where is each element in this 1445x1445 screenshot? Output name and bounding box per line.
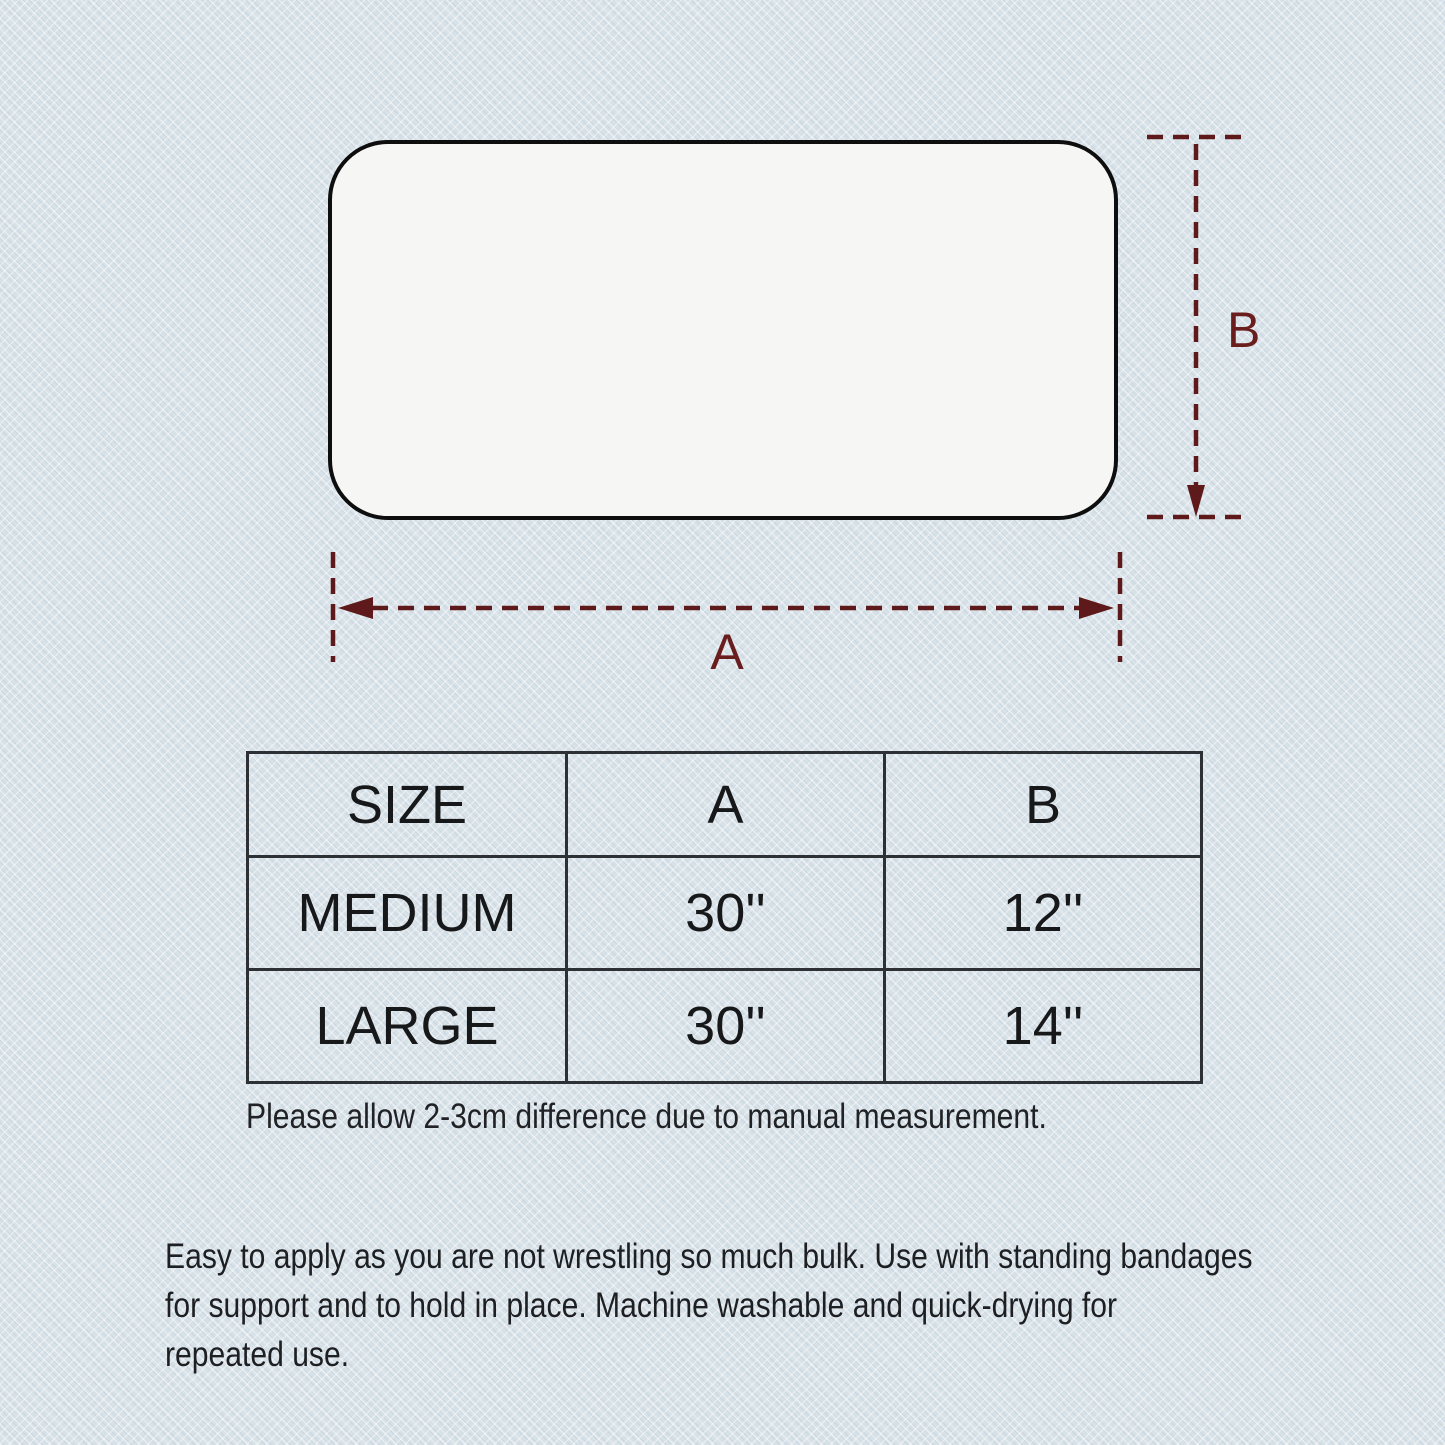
description-line-1: Easy to apply as you are not wrestling so much bulk. Use with standing bandages (165, 1237, 1253, 1276)
size-table-header-size: SIZE (248, 753, 567, 857)
a-dimension-left-arrowhead-icon (338, 597, 373, 619)
description-line-3: repeated use. (165, 1335, 350, 1374)
size-table-row-large (248, 970, 1202, 1083)
size-cell: MEDIUM (248, 857, 567, 970)
b-value-cell: 14'' (885, 970, 1202, 1083)
a-value-cell: 30'' (567, 970, 885, 1083)
size-table-header-b: B (885, 753, 1202, 857)
product-description (165, 1232, 1430, 1379)
a-dimension-label: A (710, 624, 744, 680)
b-dimension-label: B (1227, 302, 1261, 358)
description-line-2: for support and to hold in place. Machine washable and quick-drying for (165, 1286, 1118, 1325)
size-table (246, 751, 1203, 1084)
a-dimension-right-arrowhead-icon (1079, 597, 1114, 619)
size-table-row-medium (248, 857, 1202, 970)
size-table-header-a: A (567, 753, 885, 857)
product-pad-shape (330, 142, 1116, 518)
b-dimension-arrowhead-icon (1187, 485, 1205, 517)
a-value-cell: 30'' (567, 857, 885, 970)
measurement-note (246, 1097, 1177, 1137)
size-table-header-row (248, 753, 1202, 857)
measurement-note-text: Please allow 2-3cm difference due to manual measurement. (246, 1097, 1047, 1136)
b-value-cell: 12'' (885, 857, 1202, 970)
size-cell: LARGE (248, 970, 567, 1083)
